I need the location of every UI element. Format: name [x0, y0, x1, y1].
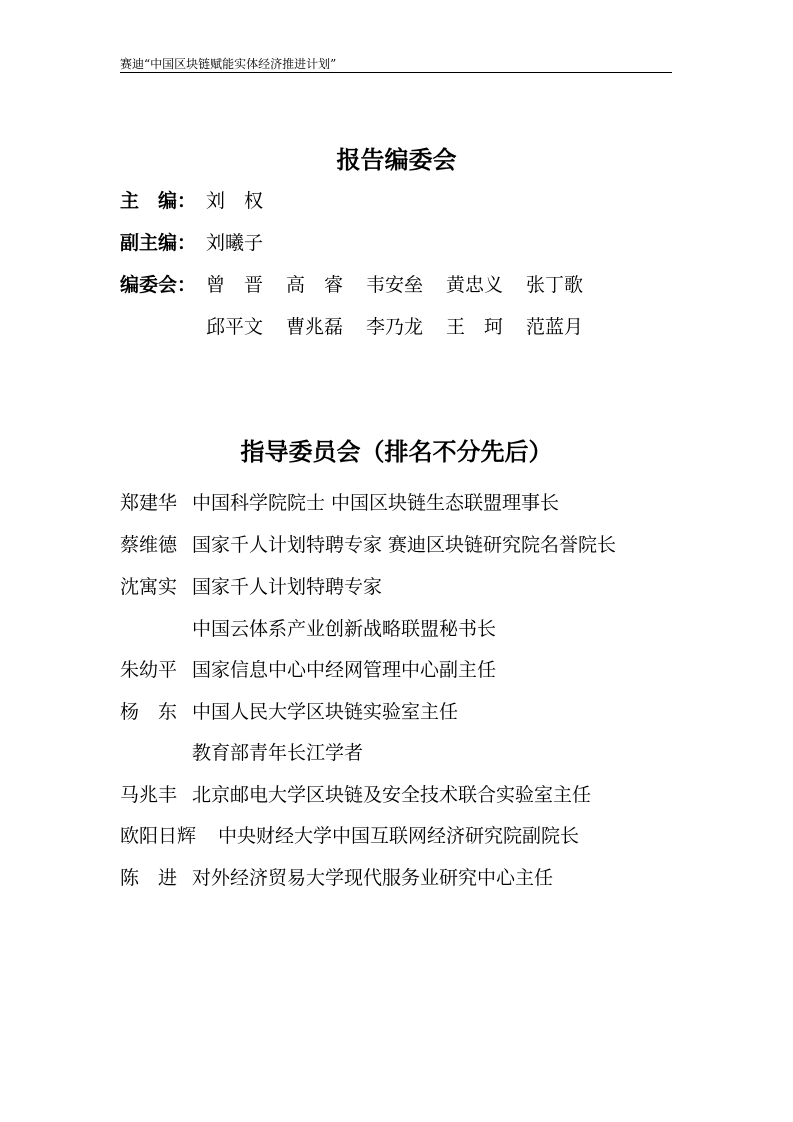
running-header: 赛迪“中国区块链赋能实体经济推进计划”: [120, 56, 672, 73]
member-title: 国家信息中心中经网管理中心副主任: [192, 659, 497, 681]
member-title: 中国人民大学区块链实验室主任: [192, 701, 459, 723]
committee-member: 曾 晋: [206, 274, 264, 296]
member-name: 陈 进: [120, 867, 178, 889]
committee-row-1: [120, 272, 680, 298]
committee-member: 韦安垒: [366, 274, 424, 296]
member-title: 北京邮电大学区块链及安全技术联合实验室主任: [192, 784, 592, 806]
member-title: 教育部青年长江学者: [192, 742, 364, 764]
member-name: 朱幼平: [120, 659, 178, 681]
chief-editor-name: 刘 权: [206, 190, 264, 212]
member-title: 国家千人计划特聘专家 赛迪区块链研究院名誉院长: [192, 534, 617, 556]
deputy-editor-label: 副主编：: [120, 232, 197, 254]
steering-member-row: [120, 823, 680, 849]
member-name: 蔡维德: [120, 534, 178, 556]
deputy-editor-row: [120, 230, 680, 256]
steering-member-row: [120, 865, 680, 891]
committee-member: 高 睿: [286, 274, 344, 296]
steering-member-continuation: [120, 740, 680, 766]
committee-member: 曹兆磊: [286, 316, 344, 338]
committee-member: 王 珂: [446, 316, 504, 338]
committee-row-2: [120, 314, 680, 340]
steering-member-row: [120, 490, 680, 516]
member-title: 中央财经大学中国互联网经济研究院副院长: [218, 825, 580, 847]
chief-editor-row: [120, 188, 680, 214]
steering-member-row: [120, 782, 680, 808]
member-name: 杨 东: [120, 701, 178, 723]
member-name: 欧阳日辉: [120, 825, 197, 847]
deputy-editor-name: 刘曦子: [206, 232, 264, 254]
steering-member-row: [120, 699, 680, 725]
steering-committee-title: 指导委员会（排名不分先后）: [240, 437, 553, 466]
member-name: 马兆丰: [120, 784, 178, 806]
member-title: 中国云体系产业创新战略联盟秘书长: [192, 618, 497, 640]
committee-member: 范蓝月: [526, 316, 584, 338]
committee-member: 张丁歌: [526, 274, 584, 296]
editorial-board-title: 报告编委会: [336, 145, 457, 174]
committee-member: 李乃龙: [366, 316, 424, 338]
steering-member-row: [120, 657, 680, 683]
steering-member-row: [120, 532, 680, 558]
committee-label: 编委会：: [120, 274, 197, 296]
member-title: 国家千人计划特聘专家: [192, 576, 383, 598]
chief-editor-label: 主 编：: [120, 190, 197, 212]
member-title: 中国科学院院士 中国区块链生态联盟理事长: [192, 492, 560, 514]
steering-member-row: [120, 574, 680, 600]
member-name: 郑建华: [120, 492, 178, 514]
steering-member-continuation: [120, 616, 680, 642]
committee-member: 黄忠义: [446, 274, 504, 296]
member-title: 对外经济贸易大学现代服务业研究中心主任: [192, 867, 554, 889]
committee-member: 邱平文: [206, 316, 264, 338]
member-name: 沈寓实: [120, 576, 178, 598]
